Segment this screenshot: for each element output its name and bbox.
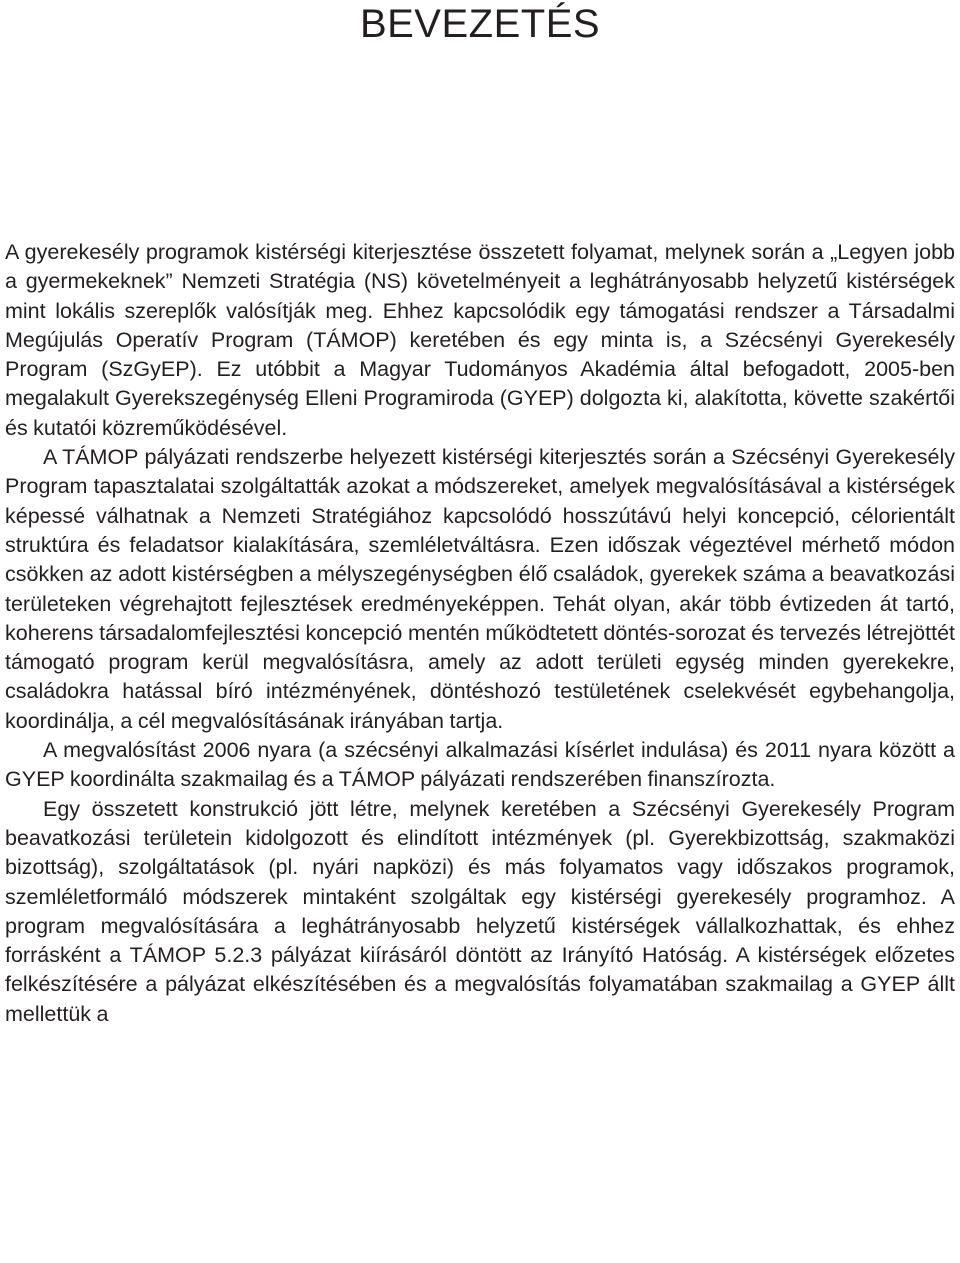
paragraph-3: A megvalósítást 2006 nyara (a szécsényi alkalmazási kísérlet indulása) és 2011 nyara között a GYEP koordinálta szakmailag és a TÁMOP pályázati rendszerében finanszírozta.: [5, 738, 955, 792]
paragraph-4: Egy összetett konstrukció jött létre, melynek keretében a Szécsényi Gyerekesély Program beavatkozási területein kidolgozott és elindított intézmények (pl. Gyerekbizottság, szakmaközi bizottság), szolgáltatások (pl. nyári napközi) és más folyamatos vagy időszakos programok, szemléletformáló módszerek mintaként szolgáltak egy kistérségi gyerekesély programhoz. A program megvalósítására a leghátrányosabb helyzetű kistérségek vállalkozhattak, és ehhez forrásként a TÁMOP 5.2.3 pályázat kiírásáról döntött az Irányító Hatóság. A kistérségek előzetes felkészítésére a pályázat elkészítésében és a megvalósítás folyamatában szakmailag a GYEP állt mellettük a: [5, 796, 955, 1026]
paragraph-2: A TÁMOP pályázati rendszerbe helyezett kistérségi kiterjesztés során a Szécsényi Gyerekesély Program tapasztalatai szolgáltatták azokat a módszereket, amelyek megvalósításával a kistérségek képessé válhatnak a Nemzeti Stratégiához kapcsolódó hosszútávú helyi koncepció, célorientált struktúra és feladatsor kialakítására, szemléletváltásra. Ezen időszak végeztével mérhető módon csökken az adott kistérségben a mélyszegénységben élő családok, gyerekek száma a beavatkozási területeken végrehajtott fejlesztések eredményeképpen. Tehát olyan, akár több évtizeden át tartó, koherens társadalomfejlesztési koncepció mentén működtetett döntés-sorozat és tervezés létrejöttét támogató program kerül megvalósításra, amely az adott területi egység minden gyerekekre, családokra hatással bíró intézményének, döntéshozó testületének cselekvését egybehangolja, koordinálja, a cél megvalósításának irányában tartja.: [5, 445, 955, 733]
body-text: [5, 238, 955, 1029]
paragraph-1: A gyerekesély programok kistérségi kiterjesztése összetett folyamat, melynek során a „Legyen jobb a gyermekeknek” Nemzeti Stratégia (NS) követelményeit a leghátrányosabb helyzetű kistérségek mint lokális szereplők valósítják meg. Ehhez kapcsolódik egy támogatási rendszer a Társadalmi Megújulás Operatív Program (TÁMOP) keretében és egy minta is, a Szécsényi Gyerekesély Program (SzGyEP). Ez utóbbit a Magyar Tudományos Akadémia által befogadott, 2005-ben megalakult Gyerekszegénység Elleni Programiroda (GYEP) dolgozta ki, alakította, követte szakértői és kutatói közreműködésével.: [5, 240, 955, 440]
page-title: BEVEZETÉS: [359, 2, 601, 46]
